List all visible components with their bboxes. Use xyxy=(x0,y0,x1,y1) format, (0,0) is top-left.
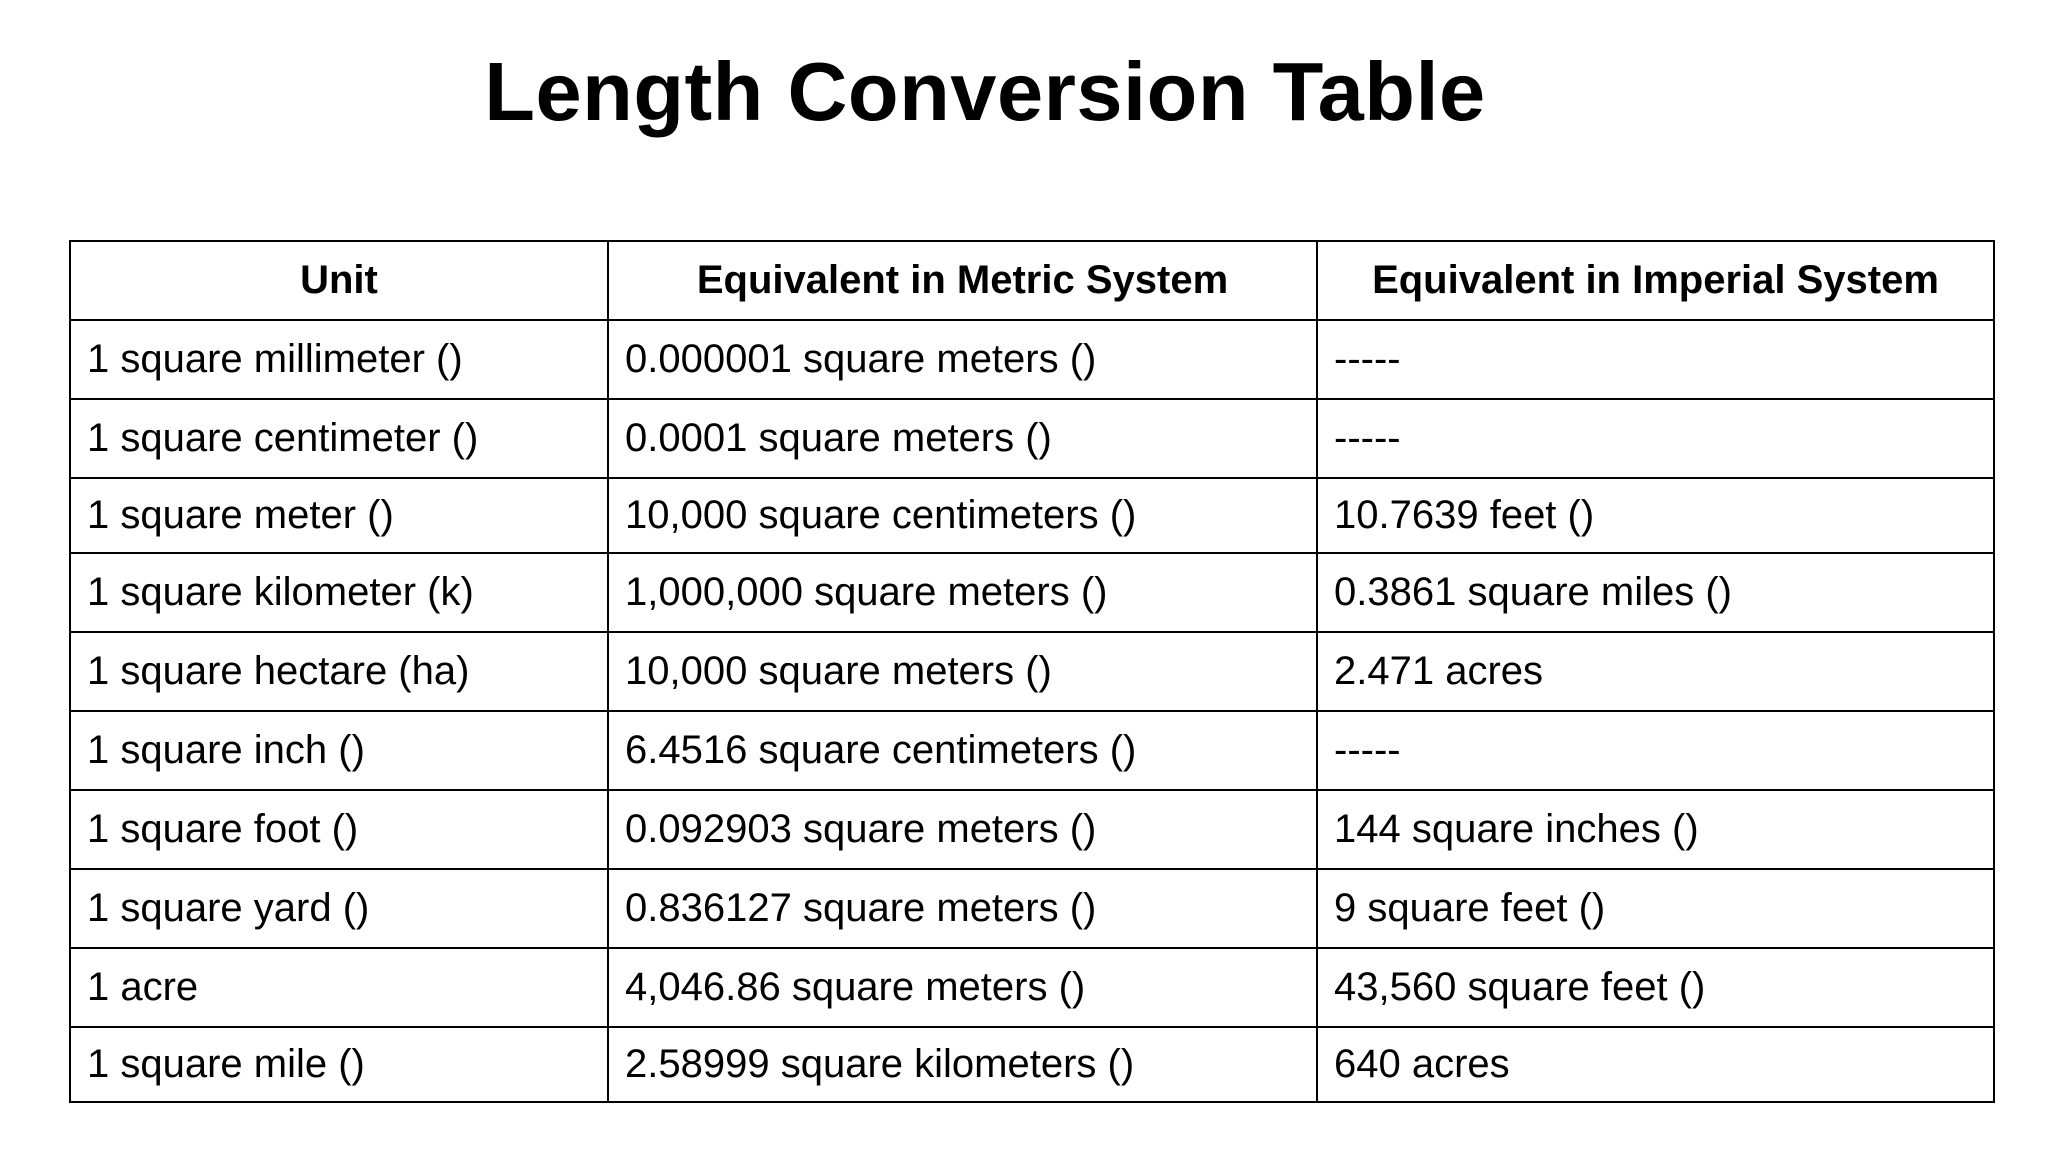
column-header-unit: Unit xyxy=(70,241,608,320)
unit-cell: 1 square meter () xyxy=(70,478,608,553)
table-row xyxy=(70,632,1994,711)
table-row xyxy=(70,399,1994,478)
metric-cell: 0.836127 square meters () xyxy=(608,869,1317,948)
metric-cell: 0.092903 square meters () xyxy=(608,790,1317,869)
table-row xyxy=(70,320,1994,399)
imperial-cell: 144 square inches () xyxy=(1317,790,1994,869)
unit-cell: 1 square kilometer (k) xyxy=(70,553,608,632)
table-row xyxy=(70,1027,1994,1102)
unit-cell: 1 square foot () xyxy=(70,790,608,869)
table-row xyxy=(70,869,1994,948)
metric-cell: 10,000 square centimeters () xyxy=(608,478,1317,553)
metric-cell: 0.0001 square meters () xyxy=(608,399,1317,478)
unit-cell: 1 square hectare (ha) xyxy=(70,632,608,711)
unit-cell: 1 square centimeter () xyxy=(70,399,608,478)
metric-cell: 4,046.86 square meters () xyxy=(608,948,1317,1027)
imperial-cell: ----- xyxy=(1317,711,1994,790)
imperial-cell: ----- xyxy=(1317,320,1994,399)
table-row xyxy=(70,711,1994,790)
imperial-cell: 640 acres xyxy=(1317,1027,1994,1102)
column-header-imperial: Equivalent in Imperial System xyxy=(1317,241,1994,320)
imperial-cell: 10.7639 feet () xyxy=(1317,478,1994,553)
metric-cell: 6.4516 square centimeters () xyxy=(608,711,1317,790)
metric-cell: 2.58999 square kilometers () xyxy=(608,1027,1317,1102)
metric-cell: 1,000,000 square meters () xyxy=(608,553,1317,632)
column-header-metric: Equivalent in Metric System xyxy=(608,241,1317,320)
unit-cell: 1 acre xyxy=(70,948,608,1027)
table-row xyxy=(70,478,1994,553)
imperial-cell: ----- xyxy=(1317,399,1994,478)
table-row xyxy=(70,553,1994,632)
table-row xyxy=(70,790,1994,869)
metric-cell: 10,000 square meters () xyxy=(608,632,1317,711)
unit-cell: 1 square inch () xyxy=(70,711,608,790)
unit-cell: 1 square yard () xyxy=(70,869,608,948)
unit-cell: 1 square mile () xyxy=(70,1027,608,1102)
table-header-row xyxy=(70,241,1994,320)
imperial-cell: 2.471 acres xyxy=(1317,632,1994,711)
unit-cell: 1 square millimeter () xyxy=(70,320,608,399)
page-title: Length Conversion Table xyxy=(484,45,1486,138)
conversion-table xyxy=(69,240,1995,1103)
imperial-cell: 43,560 square feet () xyxy=(1317,948,1994,1027)
metric-cell: 0.000001 square meters () xyxy=(608,320,1317,399)
table-row xyxy=(70,948,1994,1027)
imperial-cell: 0.3861 square miles () xyxy=(1317,553,1994,632)
imperial-cell: 9 square feet () xyxy=(1317,869,1994,948)
